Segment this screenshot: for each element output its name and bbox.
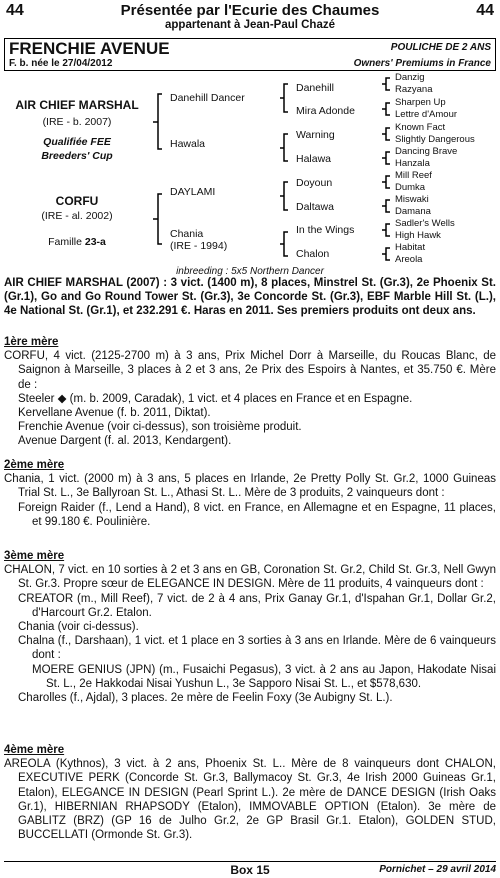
ped-g4-3: Sharpen Up xyxy=(395,97,446,108)
ped-g4-10: Dumka xyxy=(395,182,426,193)
horse-box xyxy=(4,38,496,71)
second-dam-heading: 2ème mère xyxy=(4,459,65,471)
ped-g3-7: In the Wings xyxy=(296,224,355,236)
ped-g3-5: Doyoun xyxy=(296,177,333,189)
third-dam-produce-3: Chalna (f., Darshaan), 1 vict. et 1 place en 3 sorties à 3 ans en Irlande. Mère de 6 vainqueurs dont : xyxy=(18,635,496,662)
first-dam-produce-2: Kervellane Avenue (f. b. 2011, Diktat). xyxy=(18,407,211,420)
box-number: Box 15 xyxy=(230,863,270,877)
pedigree-chart xyxy=(0,72,500,278)
dam-family: Famille 23-a xyxy=(48,236,106,248)
first-dam-heading: 1ère mère xyxy=(4,336,59,348)
ped-g3-4: Halawa xyxy=(296,153,332,165)
second-dam-main: Chania, 1 vict. (2000 m) à 3 ans, 5 places en Irlande, 2e Pretty Polly St. Gr.2, 1000 Guineas Trial St. L., 3e Ballyroan St. L., Athasi St. L.. Mère de 3 produits, 2 vainqueurs dont : xyxy=(4,473,496,500)
fourth-dam-main: AREOLA (Kythnos), 3 vict. à 2 ans, Phoenix St. L.. Mère de 8 vainqueurs dont CHALON, EXECUTIVE PERK (Concorde St. Gr.3, Ballymacoy St. Gr.3, 4e Irish 2000 Guineas Gr.1, Etalon), ELEGANCE IN DESIGN (Pearl Sprint L.). 2e mère de DANCE DESIGN (Irish Oaks Gr.1), HIBERNIAN RHAPSODY (Etalon), IMMOVABLE OPTION (Etalon). 3e mère de GABLITZ (BRZ) (GP 16 de Julho Gr.2, 2e GP Brasil Gr.1. Etalon), GOLDEN STUD, BUCCELLATI (Ormonde St. Gr.3). xyxy=(4,758,496,842)
third-dam-produce-3-1: MOERE GENIUS (JPN) (m., Fusaichi Pegasus), 3 vict. à 2 ans au Japon, Hakodate Nisai St. L., 2e Hakkodai Nisai Yushun L., 3e Sapporo Nisai St. L., et $578,630. xyxy=(32,663,496,690)
fourth-dam-section xyxy=(4,743,496,842)
second-dam-produce-1: Foreign Raider (f., Lend a Hand), 8 vict. en France, en Allemagne et en Espagne, 11 places, et 99.180 €. Poulinière. xyxy=(18,501,496,528)
second-dam-section xyxy=(4,458,496,529)
ped-g4-14: High Hawk xyxy=(395,230,441,241)
horse-birth: F. b. née le 27/04/2012 xyxy=(9,58,113,69)
ped-g4-1: Danzig xyxy=(395,72,425,83)
sale-date: Pornichet – 29 avril 2014 xyxy=(379,864,496,875)
lot-number-left: 44 xyxy=(6,2,24,19)
ped-g4-12: Damana xyxy=(395,206,431,217)
sire-note-2: Breeders' Cup xyxy=(41,150,113,162)
horse-type: POULICHE DE 2 ANS xyxy=(390,42,491,53)
ped-g2-4: Chania xyxy=(170,228,204,240)
first-dam-produce-1: Steeler ◆ (m. b. 2009, Caradak), 1 vict. et 4 places en France et en Espagne. xyxy=(18,392,413,405)
first-dam-main: CORFU, 4 vict. (2125-2700 m) à 3 ans, Prix Michel Dorr à Marseille, du Roucas Blanc, de Saignon à Marseille, 3 places à 2 et 3 ans, 2e Prix des Espoirs à Nantes, et 35.750 €. Mère de : xyxy=(4,350,496,391)
ped-g2-3: DAYLAMI xyxy=(170,186,216,198)
sire-paragraph: AIR CHIEF MARSHAL (2007) : 3 vict. (1400 m), 8 places, Minstrel St. (Gr.3), 2e Phoenix St. (Gr.1), Go and Go Round Tower St. (Gr.3), 3e Concorde St. (Gr.3), EBF Marble Hill St. (L.), 4e National St. (Gr.1), et 232.291 €. Haras en 2011. Ses premiers produits ont deux ans. xyxy=(4,277,496,318)
inbreeding-note: inbreeding : 5x5 Northern Dancer xyxy=(176,266,324,277)
lot-number-right: 44 xyxy=(476,2,494,19)
third-dam-section xyxy=(4,549,496,705)
first-dam-produce-3: Frenchie Avenue (voir ci-dessus), son troisième produit. xyxy=(18,421,302,434)
ped-g4-13: Sadler's Wells xyxy=(395,218,455,229)
ped-g2-4-info: (IRE - 1994) xyxy=(170,240,228,252)
third-dam-main: CHALON, 7 vict. en 10 sorties à 2 et 3 ans en GB, Coronation St. Gr.2, Child St. Gr.3, Nell Gwyn St. Gr.3. Propre sœur de ELEGANCE IN DESIGN. Mère de 11 produits, 4 vainqueurs dont : xyxy=(4,564,496,591)
third-dam-produce-2: Chania (voir ci-dessus). xyxy=(18,621,139,634)
page-header xyxy=(6,2,494,36)
ped-g4-4: Lettre d'Amour xyxy=(395,109,458,120)
ped-g4-9: Mill Reef xyxy=(395,170,432,181)
owners-premiums: Owners' Premiums in France xyxy=(353,58,491,69)
first-dam-produce-4: Avenue Dargent (f. al. 2013, Kendargent). xyxy=(18,435,232,448)
owner-subtitle: appartenant à Jean-Paul Chazé xyxy=(165,19,335,31)
ped-g2-1: Danehill Dancer xyxy=(170,92,245,104)
dam-info: (IRE - al. 2002) xyxy=(41,210,113,222)
ped-g3-2: Mira Adonde xyxy=(296,105,355,117)
ped-g4-16: Areola xyxy=(395,254,423,265)
third-dam-heading: 3ème mère xyxy=(4,550,65,562)
fourth-dam-heading: 4ème mère xyxy=(4,744,65,756)
ped-g3-1: Danehill xyxy=(296,82,334,94)
ped-g2-2: Hawala xyxy=(170,138,206,150)
ped-g4-7: Dancing Brave xyxy=(395,146,458,157)
consignor-title: Présentée par l'Ecurie des Chaumes xyxy=(120,2,380,19)
page-footer xyxy=(4,861,496,876)
ped-g4-8: Hanzala xyxy=(395,158,430,169)
ped-g4-6: Slightly Dangerous xyxy=(395,134,475,145)
sire-name: AIR CHIEF MARSHAL xyxy=(15,98,139,112)
dam-name: CORFU xyxy=(55,194,99,208)
ped-g4-15: Habitat xyxy=(395,242,426,253)
third-dam-produce-4: Charolles (f., Ajdal), 3 places. 2e mère de Feelin Foxy (3e Aubigny St. L.). xyxy=(18,692,393,705)
first-dam-section xyxy=(4,335,496,449)
ped-g4-11: Miswaki xyxy=(395,194,429,205)
ped-g3-8: Chalon xyxy=(296,248,330,260)
ped-g3-6: Daltawa xyxy=(296,201,334,213)
horse-name: FRENCHIE AVENUE xyxy=(9,39,170,58)
ped-g4-2: Razyana xyxy=(395,84,433,95)
sire-info: (IRE - b. 2007) xyxy=(42,116,112,128)
ped-g3-3: Warning xyxy=(296,129,335,141)
third-dam-produce-1: CREATOR (m., Mill Reef), 7 vict. de 2 à 4 ans, Prix Ganay Gr.1, d'Ispahan Gr.1, Dollar Gr.2, d'Harcourt Gr.2. Etalon. xyxy=(18,592,496,619)
ped-g4-5: Known Fact xyxy=(395,122,446,133)
sire-note-1: Qualifiée FEE xyxy=(43,136,111,148)
